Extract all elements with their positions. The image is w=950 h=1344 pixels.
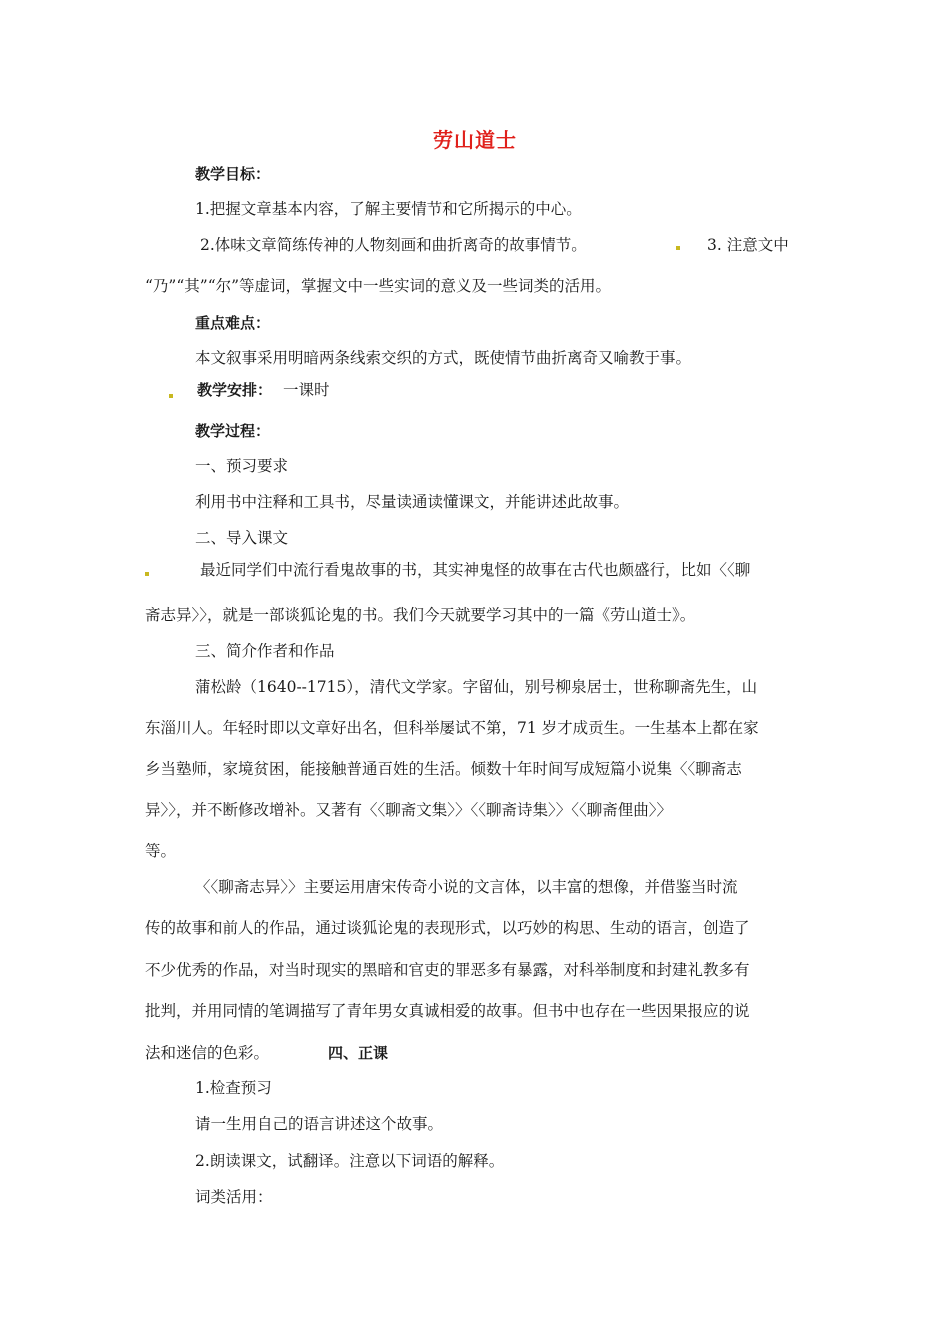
author-para-line-3: 乡当塾师，家境贫困，能接触普通百姓的生活。倾数十年时间写成短篇小说集〈〈聊斋志 (145, 760, 742, 778)
author-para-line-1: 蒲松龄（1640--1715），清代文学家。字留仙，别号柳泉居士，世称聊斋先生，山 (195, 678, 758, 696)
decorative-dot (676, 246, 680, 250)
section-4-title: 四、正课 (328, 1044, 389, 1062)
section-3-title: 三、简介作者和作品 (195, 642, 335, 660)
goals-item-1: 1.把握文章基本内容，了解主要情节和它所揭示的中心。 (195, 200, 582, 218)
goals-heading: 教学目标： (195, 165, 271, 183)
schedule-value: 一课时 (283, 381, 330, 399)
decorative-dot (169, 394, 173, 398)
section-2-line-2: 斋志异〉〉，就是一部谈狐论鬼的书。我们今天就要学习其中的一篇《劳山道士》。 (145, 606, 696, 624)
work-para-line-4: 批判，并用同情的笔调描写了青年男女真诚相爱的故事。但书中也存在一些因果报应的说 (145, 1002, 750, 1020)
key-heading: 重点难点： (195, 314, 271, 332)
goals-item-3-start: 3. 注意文中 (707, 236, 789, 254)
work-para-line-5: 法和迷信的色彩。 (145, 1044, 270, 1062)
section-4-item-1: 1.检查预习 (195, 1079, 272, 1097)
section-2-title: 二、导入课文 (195, 529, 289, 547)
section-4-item-2: 2.朗读课文，试翻译。注意以下词语的解释。 (195, 1152, 505, 1170)
key-text: 本文叙事采用明暗两条线索交织的方式，既使情节曲折离奇又喻教于事。 (195, 349, 692, 367)
author-para-line-5: 等。 (145, 842, 177, 860)
goals-item-2: 2.体味文章简练传神的人物刻画和曲折离奇的故事情节。 (200, 236, 587, 254)
author-para-line-4: 异〉〉，并不断修改增补。又著有〈〈聊斋文集〉〉〈〈聊斋诗集〉〉〈〈聊斋俚曲〉〉 (145, 801, 673, 819)
work-para-line-2: 传的故事和前人的作品，通过谈狐论鬼的表现形式，以巧妙的构思、生动的语言，创造了 (145, 919, 750, 937)
section-2-line-1: 最近同学们中流行看鬼故事的书，其实神鬼怪的故事在古代也颇盛行，比如〈〈聊 (200, 561, 751, 579)
section-1-title: 一、预习要求 (195, 457, 289, 475)
section-1-text: 利用书中注释和工具书，尽量读通读懂课文，并能讲述此故事。 (195, 493, 630, 511)
schedule-heading: 教学安排： (197, 381, 273, 399)
decorative-dot (145, 572, 149, 576)
page-title: 劳山道士 (433, 128, 517, 152)
goals-item-3-cont: “乃”“其”“尔”等虚词，掌握文中一些实词的意义及一些词类的活用。 (145, 277, 612, 295)
work-para-line-1: 〈〈聊斋志异〉〉主要运用唐宋传奇小说的文言体，以丰富的想像，并借鉴当时流 (195, 878, 738, 896)
work-para-line-3: 不少优秀的作品，对当时现实的黑暗和官吏的罪恶多有暴露，对科举制度和封建礼教多有 (145, 961, 750, 979)
section-4-item-3: 词类活用： (195, 1188, 273, 1206)
author-para-line-2: 东淄川人。年轻时即以文章好出名，但科举屡试不第，71 岁才成贡生。一生基本上都在家 (145, 719, 759, 737)
process-heading: 教学过程： (195, 422, 271, 440)
section-4-item-1-text: 请一生用自己的语言讲述这个故事。 (195, 1115, 444, 1133)
